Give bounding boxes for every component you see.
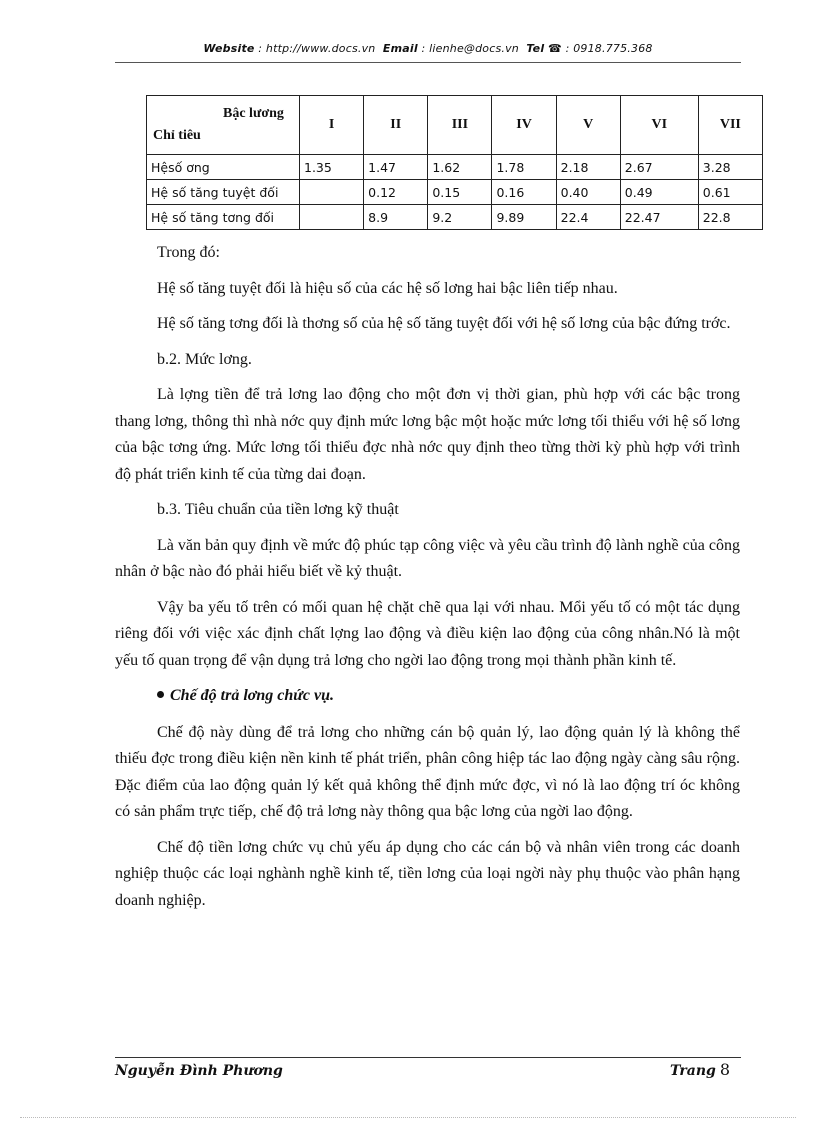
email-label: Email — [382, 42, 418, 55]
table-row — [147, 180, 763, 205]
bullet-icon — [157, 691, 164, 698]
table-cell: 2.67 — [620, 155, 698, 180]
website-label: Website — [203, 42, 255, 55]
column-header: VI — [620, 96, 698, 155]
table-cell — [300, 180, 364, 205]
footer-page — [670, 1060, 730, 1079]
paragraph-technical-standard: Là văn bản quy định về mức độ phúc tạp công việc và yêu cầu trình độ lành nghề của công nhân ở bậc nào đó phải hiểu biết về kỷ thuật. — [115, 536, 740, 580]
page-header — [115, 42, 741, 55]
table-row — [147, 155, 763, 180]
header-divider — [115, 62, 741, 63]
email-value: : lienhe@docs.vn — [421, 42, 519, 55]
table-cell: 22.47 — [620, 205, 698, 230]
page-label: Trang — [670, 1063, 716, 1079]
paragraph-trong-do: Trong đó: — [157, 244, 220, 261]
paragraph-three-factors: Vậy ba yếu tố trên có mối quan hệ chặt chẽ qua lại với nhau. Mổi yếu tố có một tác dụng riêng đối với việc xác định chất lợng lao động và điều kiện lao động của công nhân.Nó là một yếu tố quan trọng để vận dụng trả lơng cho ngời lao động trong mọi thành phần kinh tế. — [115, 598, 740, 669]
tel-label: Tel — [526, 42, 545, 55]
table-cell: 9.89 — [492, 205, 556, 230]
paragraph-position-pay: Chế độ này dùng để trả lơng cho những cán bộ quản lý, lao động quản lý là không thể thiếu đợc trong điều kiện nền kinh tế phát triển, phân công hiệp tác lao động ngày càng sâu rộng. Đặc điểm của lao động quản lý kết quả không thể định mức đợc, vì nó là lao động trí óc không có sản phẩm trực tiếp, chế độ trả lơng này thông qua bậc lơng của ngời lao động. — [115, 723, 740, 820]
table-cell — [300, 205, 364, 230]
bullet-heading — [115, 683, 740, 710]
table-cell: 0.15 — [428, 180, 492, 205]
table-cell: 0.12 — [364, 180, 428, 205]
column-header: IV — [492, 96, 556, 155]
footer-divider — [115, 1057, 741, 1058]
section-heading-b3: b.3. Tiêu chuẩn của tiền lơng kỹ thuật — [157, 501, 399, 518]
table-cell: 0.16 — [492, 180, 556, 205]
row-label: Hệsố ơng — [147, 155, 300, 180]
footer-author: Nguyễn Đình Phương — [115, 1063, 283, 1079]
table-cell: 22.4 — [556, 205, 620, 230]
table-cell: 1.47 — [364, 155, 428, 180]
corner-top-label: Bậc lương — [223, 106, 284, 121]
document-body — [115, 240, 740, 923]
table-cell: 0.61 — [698, 180, 762, 205]
table-cell: 0.49 — [620, 180, 698, 205]
row-label: Hệ số tăng tuyệt đối — [147, 180, 300, 205]
table-cell: 1.62 — [428, 155, 492, 180]
column-header: VII — [698, 96, 762, 155]
bullet-heading-text: Chế độ trả lơng chức vụ. — [170, 687, 334, 704]
paragraph-position-pay-scope: Chế độ tiền lơng chức vụ chủ yếu áp dụng cho các cán bộ và nhân viên trong các doanh nghiệp thuộc các loại nghành nghề kinh tế, tiền lơng của loại ngời này phụ thuộc vào phân hạng doanh nghiệp. — [115, 838, 740, 909]
table-cell: 8.9 — [364, 205, 428, 230]
salary-coefficient-table — [146, 95, 763, 230]
page-bottom-border — [20, 1117, 796, 1118]
table-cell: 9.2 — [428, 205, 492, 230]
paragraph-absolute-increase: Hệ số tăng tuyệt đối là hiệu số của các hệ số lơng hai bậc liên tiếp nhau. — [157, 279, 618, 297]
corner-bottom-label: Chỉ tiêu — [153, 128, 201, 143]
table-cell: 1.78 — [492, 155, 556, 180]
column-header: III — [428, 96, 492, 155]
section-heading-b2: b.2. Mức lơng. — [157, 350, 252, 368]
table-corner-cell — [147, 96, 300, 155]
table-cell: 3.28 — [698, 155, 762, 180]
column-header: I — [300, 96, 364, 155]
page-number: 8 — [719, 1060, 731, 1079]
column-header: II — [364, 96, 428, 155]
tel-value: ☎ : 0918.775.368 — [548, 42, 653, 55]
column-header: V — [556, 96, 620, 155]
table-header-row — [147, 96, 763, 155]
row-label: Hệ số tăng tơng đối — [147, 205, 300, 230]
table-cell: 2.18 — [556, 155, 620, 180]
table-cell: 1.35 — [300, 155, 364, 180]
table-cell: 22.8 — [698, 205, 762, 230]
website-value: : http://www.docs.vn — [258, 42, 376, 55]
paragraph-wage-level: Là lợng tiền để trả lơng lao động cho một đơn vị thời gian, phù hợp với các bậc trong thang lơng, thông thì nhà nớc quy định mức lơng bậc một hoặc mức lơng tối thiểu với hệ số lơng của bậc tơng ứng. Mức lơng tối thiểu đợc nhà nớc quy định theo từng thời kỳ phù hợp với trình độ phát triển kinh tế của từng dai đoạn. — [115, 386, 740, 483]
table-row — [147, 205, 763, 230]
paragraph-relative-increase: Hệ số tăng tơng đối là thơng số của hệ số tăng tuyệt đối với hệ số lơng của bậc đứng trớc. — [157, 315, 731, 332]
table-cell: 0.40 — [556, 180, 620, 205]
